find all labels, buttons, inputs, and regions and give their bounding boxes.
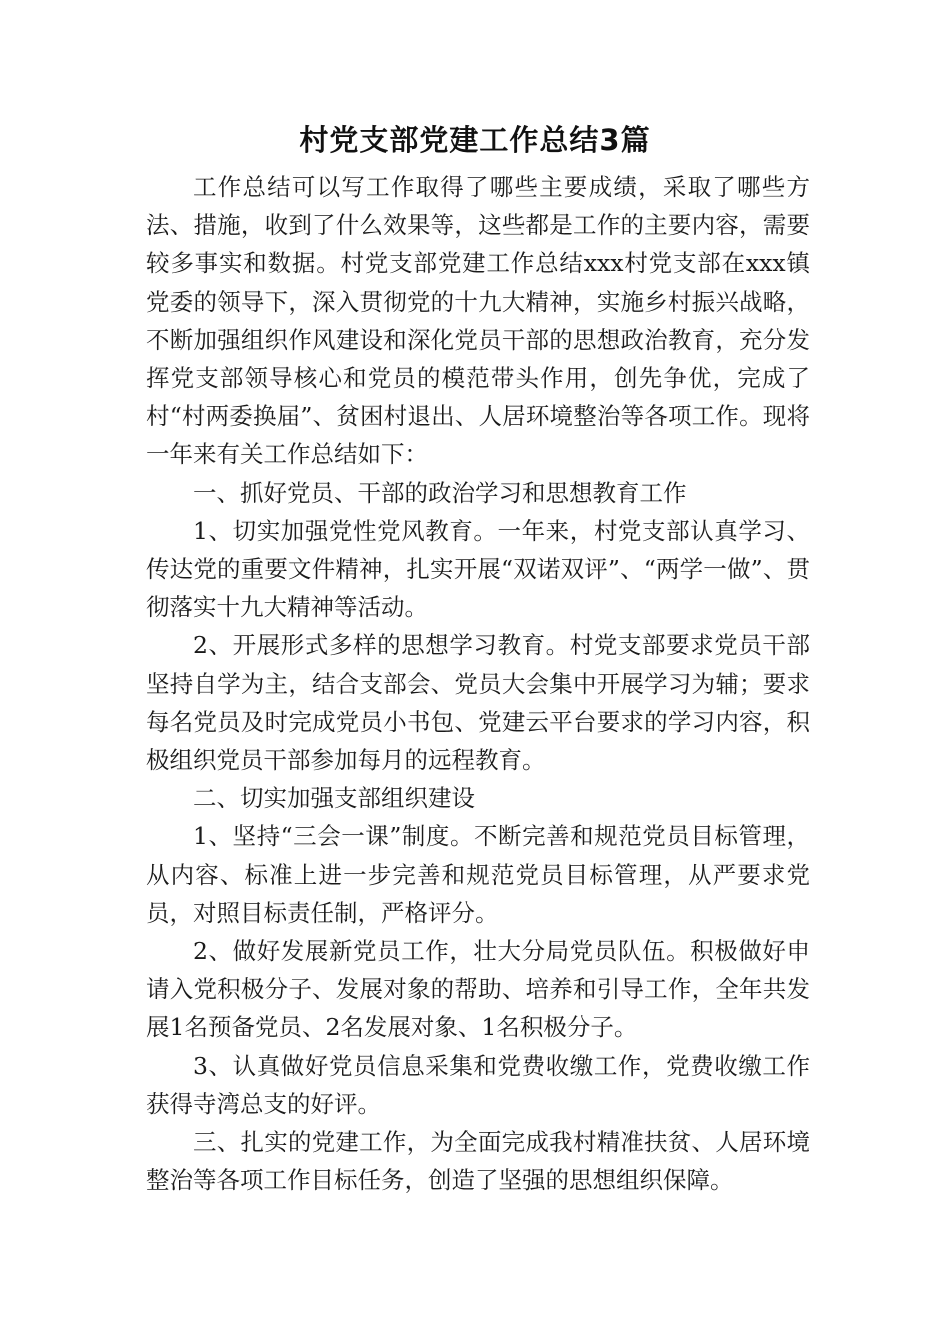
paragraph-2-1: 1、坚持“三会一课”制度。不断完善和规范党员目标管理，从内容、标准上进一步完善和规范党员目标管理，从严要求党员，对照目标责任制，严格评分。 <box>146 822 810 927</box>
paragraph-2-3: 3、认真做好党员信息采集和党费收缴工作，党费收缴工作获得寺湾总支的好评。 <box>146 1051 810 1118</box>
paragraph-2-2: 2、做好发展新党员工作，壮大分局党员队伍。积极做好申请入党积极分子、发展对象的帮助、培养和引导工作，全年共发展1名预备党员、2名发展对象、1名积极分子。 <box>146 937 810 1042</box>
section-heading-3: 三、扎实的党建工作，为全面完成我村精准扶贫、人居环境整治等各项工作目标任务，创造了坚强的思想组织保障。 <box>146 1128 810 1195</box>
section-heading-1: 一、抓好党员、干部的政治学习和思想教育工作 <box>193 478 687 507</box>
section-heading-2: 二、切实加强支部组织建设 <box>193 784 475 813</box>
paragraph-1-2: 2、开展形式多样的思想学习教育。村党支部要求党员干部坚持自学为主，结合支部会、党员大会集中开展学习为辅；要求每名党员及时完成党员小书包、党建云平台要求的学习内容，积极组织党员干部参加每月的远程教育。 <box>146 631 810 775</box>
paragraph-intro: 工作总结可以写工作取得了哪些主要成绩，采取了哪些方法、措施，收到了什么效果等，这些都是工作的主要内容，需要较多事实和数据。村党支部党建工作总结xxx村党支部在xxx镇党委的领导下，深入贯彻党的十九大精神，实施乡村振兴战略，不断加强组织作风建设和深化党员干部的思想政治教育，充分发挥党支部领导核心和党员的模范带头作用，创先争优，完成了村“村两委换届”、贫困村退出、人居环境整治等各项工作。现将一年来有关工作总结如下： <box>146 173 810 469</box>
document-title: 村党支部党建工作总结3篇 <box>299 123 651 157</box>
document-body <box>146 168 810 1199</box>
paragraph-1-1: 1、切实加强党性党风教育。一年来，村党支部认真学习、传达党的重要文件精神，扎实开展“双诺双评”、“两学一做”、贯彻落实十九大精神等活动。 <box>146 516 810 622</box>
